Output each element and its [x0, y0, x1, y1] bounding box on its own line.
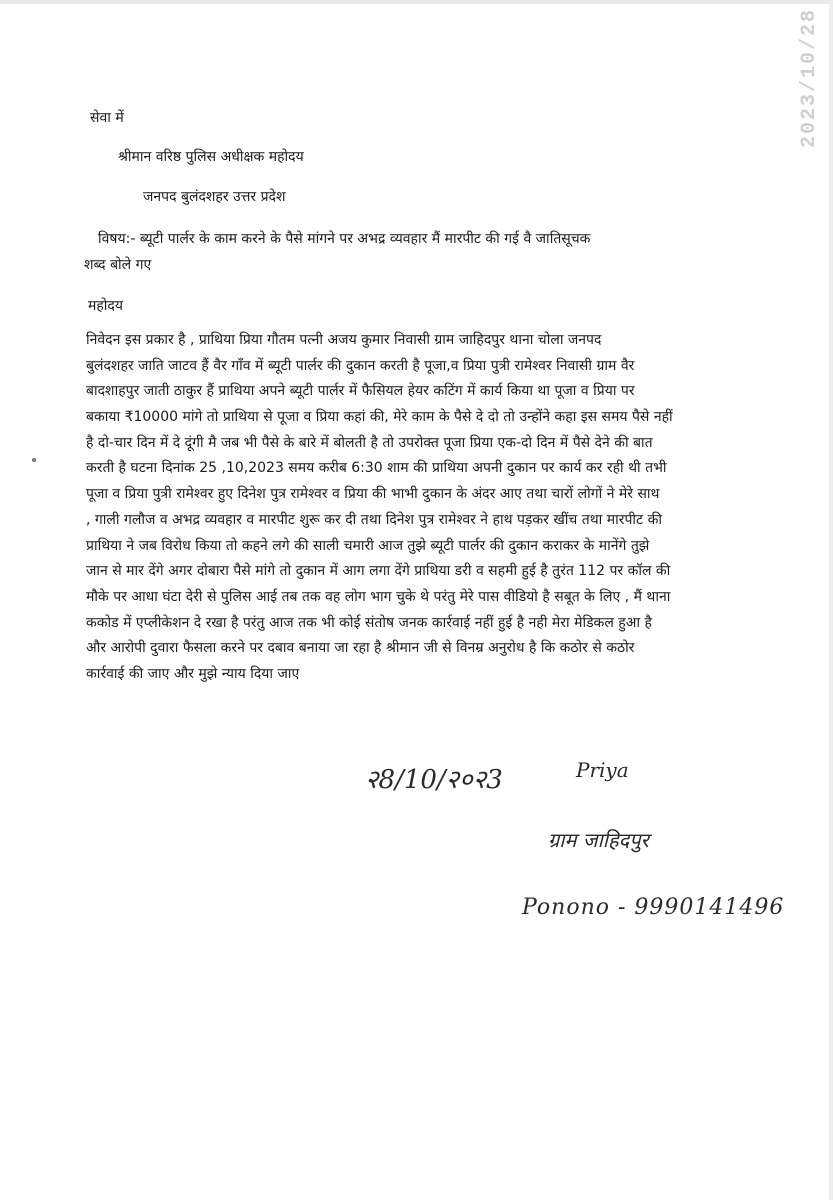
- page-edge-top: [0, 0, 833, 4]
- body-line: कार्रवाई की जाए और मुझे न्याय दिया जाए: [86, 665, 300, 682]
- addressee-line-2: जनपद बुलंदशहर उत्तर प्रदेश: [143, 189, 286, 205]
- letter-body: [86, 328, 756, 688]
- body-line: निवेदन इस प्रकार है , प्राथिया प्रिया गौतम पत्नी अजय कुमार निवासी ग्राम जाहिदपुर थाना चोला जनपद: [86, 332, 602, 348]
- body-line: पूजा व प्रिया पुत्री रामेश्वर हुए दिनेश पुत्र रामेश्वर व प्रिया की भाभी दुकान के अंदर आए तथा चारों लोगों ने मेरे साथ: [86, 486, 660, 503]
- body-line: ककोड में एप्लीकेशन दे रखा है परंतु आज तक भी कोई संतोष जनक कार्रवाई नहीं हुई है नही मेरा मेडिकल हुआ है: [86, 614, 652, 631]
- body-line: , गाली गलौज व अभद्र व्यवहार व मारपीट शुरू कर दी तथा दिनेश पुत्र रामेश्वर ने हाथ पड़कर खींच तथा मारपीट की: [86, 511, 662, 528]
- body-line: मौके पर आधा घंटा देरी से पुलिस आई तब तक वह लोग भाग चुके थे परंतु मेरे पास वीडियो है सबूत के लिए , मैं थाना: [86, 588, 671, 605]
- addressee-line-1: श्रीमान वरिष्ठ पुलिस अधीक्षक महोदय: [118, 149, 304, 165]
- subject-line-1: विषय:- ब्यूटी पार्लर के काम करने के पैसे मांगने पर अभद्र व्यवहार मैं मारपीट की गई वै जातिसूचक: [98, 231, 591, 247]
- body-line: बुलंदशहर जाति जाटव हैं वैर गाँव में ब्यूटी पार्लर की दुकान करती है पूजा,व प्रिया पुत्री रामेश्वर निवासी ग्राम वैर: [86, 357, 635, 374]
- body-line: प्राथिया ने जब विरोध किया तो कहने लगे की साली चमारी आज तुझे ब्यूटी पार्लर की दुकान कराकर के मानेंगे तुझे: [86, 537, 650, 554]
- salutation: सेवा में: [90, 110, 124, 126]
- body-line: है दो-चार दिन में दे दूंगी मै जब भी पैसे के बारे में बोलती है तो उपरोक्त पूजा प्रिया एक-दो दिन में पैसे देने की बात: [86, 434, 653, 451]
- page-edge-right: [829, 0, 833, 1200]
- subject-line-2: शब्द बोले गए: [84, 257, 152, 273]
- body-line: बादशाहपुर जाती ठाकुर हैं प्राथिया अपने ब्यूटी पार्लर में फैसियल हेयर कटिंग में कार्य किया था पूजा व प्रिया पर: [86, 383, 635, 400]
- handwritten-signature: Priya: [576, 758, 629, 782]
- body-line: जान से मार देंगे अगर दोबारा पैसे मांगे तो दुकान में आग लगा देंगे प्राथिया डरी व सहमी हुई है तुरंत 112 पर कॉल की: [86, 563, 671, 580]
- body-line: बकाया ₹10000 मांगे तो प्राथिया से पूजा व प्रिया कहां की, मेरे काम के पैसे दे दो तो उन्होंने कहा इस समय पैसे नहीं: [86, 409, 673, 426]
- body-line: और आरोपी दुवारा फैसला करने पर दबाव बनाया जा रहा है श्रीमान जी से विनम्र अनुरोध है कि कठोर से कठोर: [86, 640, 635, 657]
- body-line: करती है घटना दिनांक 25 ,10,2023 समय करीब 6:30 शाम की प्राथिया अपनी दुकान पर कार्य कर रही थी तभी: [86, 460, 667, 477]
- handwritten-village: ग्राम जाहिदपुर: [548, 828, 649, 852]
- date-stamp: 2023/10/28: [798, 8, 821, 149]
- handwritten-date: २8/10/२०२3: [365, 765, 503, 795]
- handwritten-phone: Ponono - 9990141496: [522, 895, 785, 920]
- margin-dot: [32, 458, 36, 462]
- greeting: महोदय: [88, 298, 123, 314]
